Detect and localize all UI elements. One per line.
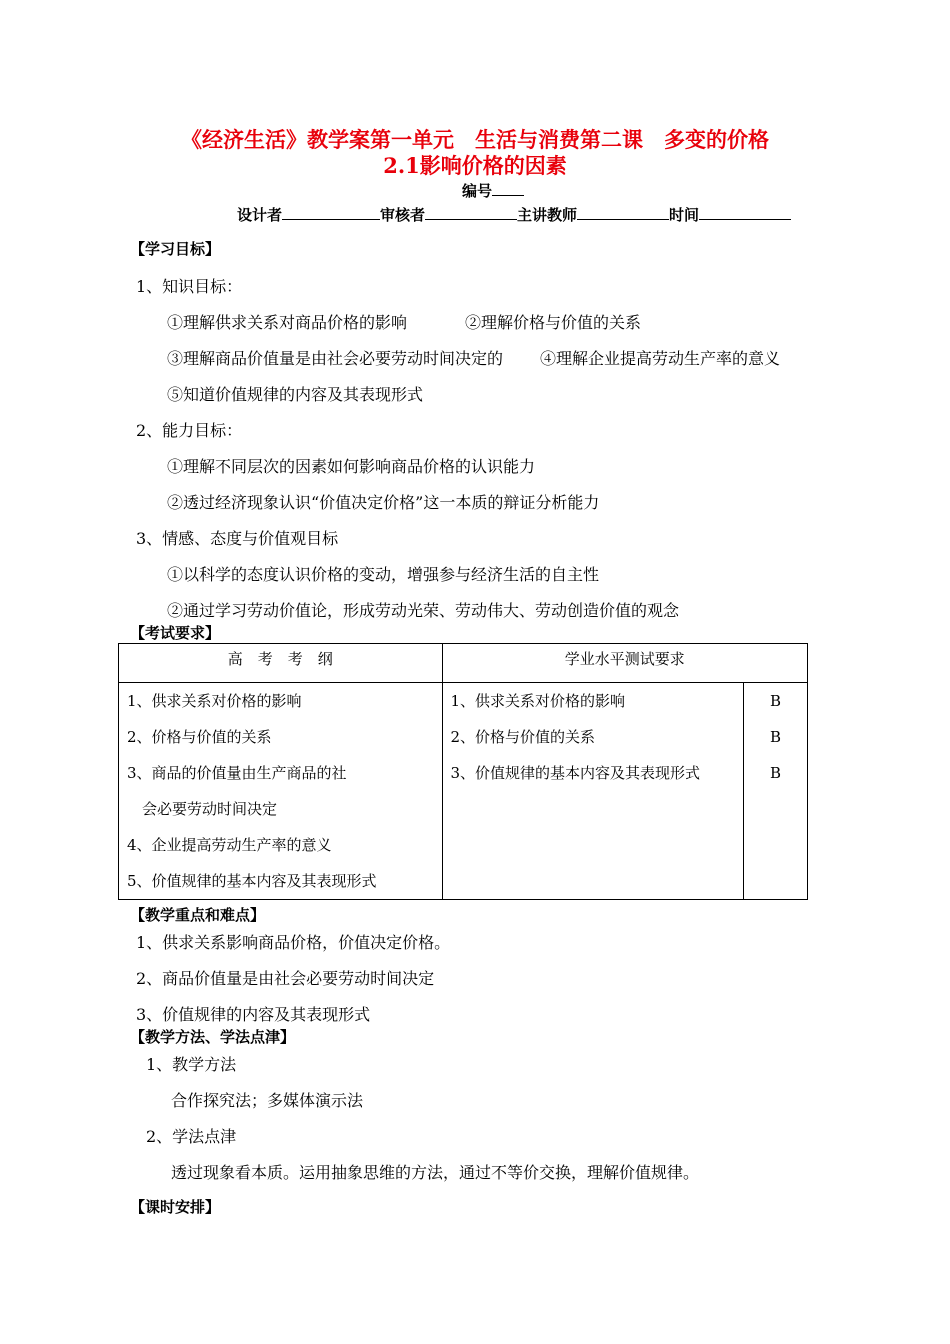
- col1-item: 3、商品的价值量由生产商品的社: [127, 764, 347, 782]
- doc-title-line1: 《经济生活》教学案第一单元 生活与消费第二课 多变的价格: [181, 127, 769, 152]
- col1-item: 4、企业提高劳动生产率的意义: [127, 836, 332, 854]
- serial-label: 编号: [462, 182, 493, 200]
- reviewer-label: 审核者: [380, 206, 426, 224]
- knowledge-item-3: ③理解商品价值量是由社会必要劳动时间决定的: [167, 349, 504, 368]
- grade-value: B: [770, 764, 782, 782]
- col2-item: 3、价值规律的基本内容及其表现形式: [450, 764, 701, 782]
- col1-item: 1、供求关系对价格的影响: [127, 692, 302, 710]
- ability-item-1: ①理解不同层次的因素如何影响商品价格的认识能力: [167, 457, 536, 476]
- knowledge-item-1: ①理解供求关系对商品价格的影响: [167, 313, 408, 332]
- col1-item: 5、价值规律的基本内容及其表现形式: [127, 872, 377, 890]
- learning-method-title: 2、学法点津: [146, 1127, 237, 1146]
- teacher-blank[interactable]: [577, 205, 669, 220]
- knowledge-item-4: ④理解企业提高劳动生产率的意义: [540, 349, 781, 368]
- table-body-row: [119, 683, 808, 900]
- teacher-label: 主讲教师: [517, 206, 578, 224]
- emotion-title: 3、情感、态度与价值观目标: [136, 529, 339, 548]
- table-header-row: [119, 644, 808, 683]
- key-point-item-2: 2、商品价值量是由社会必要劳动时间决定: [136, 969, 435, 988]
- emotion-item-1: ①以科学的态度认识价格的变动，增强参与经济生活的自主性: [167, 565, 600, 584]
- objectives-heading: 【学习目标】: [130, 240, 221, 258]
- col2-item: 2、价格与价值的关系: [450, 728, 596, 746]
- designer-label: 设计者: [237, 206, 283, 224]
- col2-item: 1、供求关系对价格的影响: [450, 692, 626, 710]
- methods-heading: 【教学方法、学法点津】: [130, 1028, 296, 1046]
- exam-heading: 【考试要求】: [130, 624, 221, 642]
- exam-requirements-table: [118, 643, 808, 900]
- grade-value: B: [770, 728, 782, 746]
- author-row: [237, 204, 791, 225]
- ability-item-2: ②透过经济现象认识“价值决定价格”这一本质的辩证分析能力: [167, 493, 600, 512]
- key-point-item-1: 1、供求关系影响商品价格，价值决定价格。: [136, 933, 451, 952]
- serial-number-row: [462, 180, 524, 201]
- reviewer-blank[interactable]: [425, 205, 517, 220]
- knowledge-item-2: ②理解价格与价值的关系: [465, 313, 642, 332]
- col1-cell: [119, 683, 443, 900]
- col1-item: 会必要劳动时间决定: [127, 800, 278, 818]
- key-points-heading: 【教学重点和难点】: [130, 906, 266, 924]
- col2-cell: [442, 683, 744, 900]
- emotion-item-2: ②通过学习劳动价值论，形成劳动光荣、劳动伟大、劳动创造价值的观念: [167, 601, 680, 620]
- ability-title: 2、能力目标：: [136, 421, 243, 440]
- doc-title-line2: 2.1影响价格的因素: [383, 153, 567, 178]
- time-blank[interactable]: [699, 205, 791, 220]
- schedule-heading: 【课时安排】: [130, 1198, 221, 1216]
- col1-header: 高 考 考 纲: [119, 644, 443, 683]
- learning-method-text: 透过现象看本质。运用抽象思维的方法，通过不等价交换，理解价值规律。: [171, 1163, 700, 1182]
- grade-value: B: [770, 692, 782, 710]
- col1-item: 2、价格与价值的关系: [127, 728, 272, 746]
- key-point-item-3: 3、价值规律的内容及其表现形式: [136, 1005, 371, 1024]
- designer-blank[interactable]: [282, 205, 380, 220]
- knowledge-title: 1、知识目标：: [136, 277, 243, 296]
- time-label: 时间: [669, 206, 700, 224]
- teaching-method-title: 1、教学方法: [146, 1055, 237, 1074]
- teaching-method-text: 合作探究法；多媒体演示法: [171, 1091, 364, 1110]
- knowledge-item-5: ⑤知道价值规律的内容及其表现形式: [167, 385, 424, 404]
- col2-header: 学业水平测试要求: [442, 644, 807, 683]
- serial-blank[interactable]: [492, 181, 524, 196]
- grade-cell: [744, 683, 808, 900]
